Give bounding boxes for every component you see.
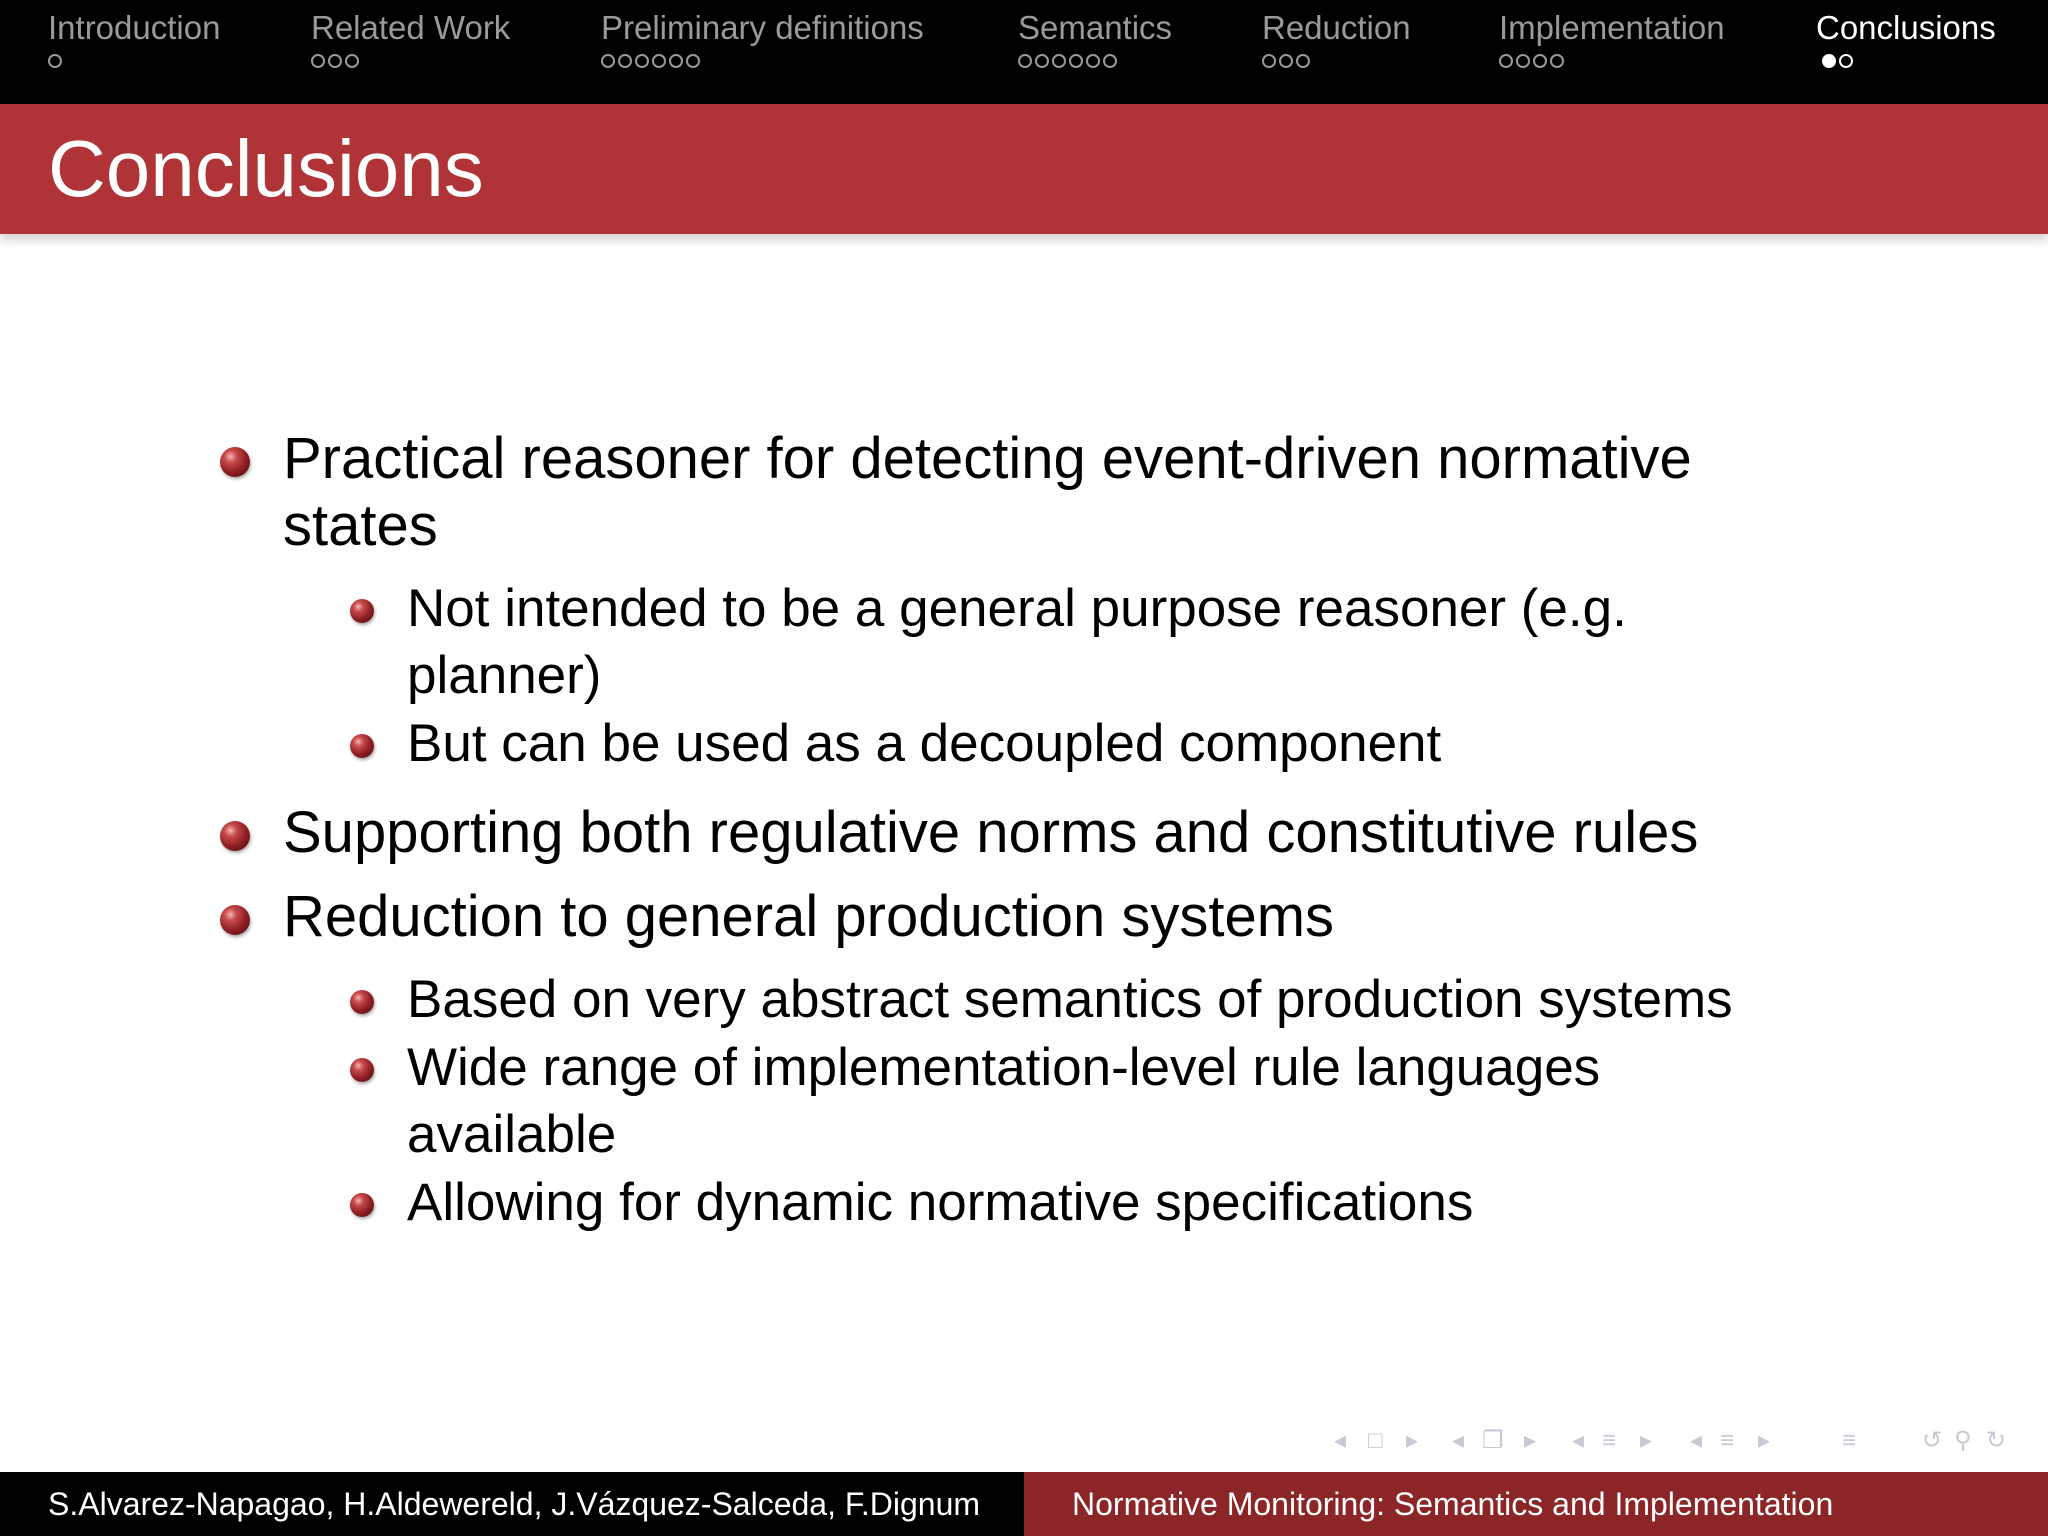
arrow-left-icon[interactable]: ◂ bbox=[1690, 1427, 1703, 1454]
arrow-left-icon[interactable]: ◂ bbox=[1334, 1427, 1347, 1454]
footer-authors: S.Alvarez-Napagao, H.Aldewereld, J.Vázquez-Salceda, F.Dignum bbox=[48, 1486, 981, 1522]
sub-bullet-item-text: Allowing for dynamic normative specifications bbox=[407, 1173, 1474, 1232]
section-icon[interactable]: ≡ bbox=[1602, 1427, 1617, 1454]
arrow-right-icon[interactable]: ▸ bbox=[1406, 1427, 1419, 1454]
subsection-icon[interactable]: ❐ bbox=[1482, 1427, 1504, 1454]
bullet-icon bbox=[220, 821, 250, 851]
nav-section-label[interactable]: Related Work bbox=[311, 9, 511, 46]
nav-section-label[interactable]: Conclusions bbox=[1816, 9, 1996, 46]
bullet-item-text: Reduction to general production systems bbox=[283, 884, 1335, 949]
nav-section-label[interactable]: Semantics bbox=[1018, 9, 1173, 46]
align-icon[interactable]: ≡ bbox=[1842, 1427, 1857, 1454]
sub-bullet-item-text-continued: available bbox=[407, 1105, 617, 1164]
redo-icon[interactable]: ↻ bbox=[1986, 1427, 2007, 1454]
sub-bullet-item-text: Based on very abstract semantics of production systems bbox=[407, 970, 1733, 1029]
arrow-right-icon[interactable]: ▸ bbox=[1758, 1427, 1771, 1454]
sub-bullet-item-text: Not intended to be a general purpose reasoner (e.g. bbox=[407, 579, 1627, 638]
bullet-item-text-continued: states bbox=[283, 493, 438, 558]
bullet-item-text: Supporting both regulative norms and constitutive rules bbox=[283, 800, 1699, 865]
sub-bullet-icon bbox=[350, 734, 374, 758]
document-icon[interactable]: ≡ bbox=[1720, 1427, 1735, 1454]
sub-bullet-icon bbox=[350, 990, 374, 1014]
frame-icon[interactable]: □ bbox=[1368, 1427, 1383, 1454]
nav-section-label[interactable]: Introduction bbox=[48, 9, 221, 46]
frame-title: Conclusions bbox=[48, 124, 484, 213]
footer-talk-title: Normative Monitoring: Semantics and Implementation bbox=[1072, 1486, 1834, 1522]
nav-section-label[interactable]: Reduction bbox=[1262, 9, 1411, 46]
arrow-left-icon[interactable]: ◂ bbox=[1572, 1427, 1585, 1454]
nav-section-label[interactable]: Preliminary definitions bbox=[601, 9, 924, 46]
sub-bullet-icon bbox=[350, 1058, 374, 1082]
arrow-right-icon[interactable]: ▸ bbox=[1640, 1427, 1653, 1454]
footer-title-panel bbox=[1024, 1472, 2048, 1536]
footer-authors-panel bbox=[0, 1472, 1024, 1536]
arrow-right-icon[interactable]: ▸ bbox=[1524, 1427, 1537, 1454]
sub-bullet-item-text: Wide range of implementation-level rule languages bbox=[407, 1038, 1601, 1097]
nav-section-label[interactable]: Implementation bbox=[1499, 9, 1725, 46]
footer bbox=[0, 1472, 2048, 1536]
bullet-icon bbox=[220, 447, 250, 477]
bullet-item-text: Practical reasoner for detecting event-driven normative bbox=[283, 426, 1692, 491]
sub-bullet-icon bbox=[350, 1193, 374, 1217]
search-icon[interactable]: ⚲ bbox=[1954, 1427, 1972, 1454]
sub-bullet-icon bbox=[350, 599, 374, 623]
sub-bullet-item-text: But can be used as a decoupled component bbox=[407, 714, 1442, 773]
arrow-left-icon[interactable]: ◂ bbox=[1452, 1427, 1465, 1454]
bullet-icon bbox=[220, 905, 250, 935]
undo-icon[interactable]: ↺ bbox=[1922, 1427, 1943, 1454]
sub-bullet-item-text-continued: planner) bbox=[407, 646, 602, 705]
